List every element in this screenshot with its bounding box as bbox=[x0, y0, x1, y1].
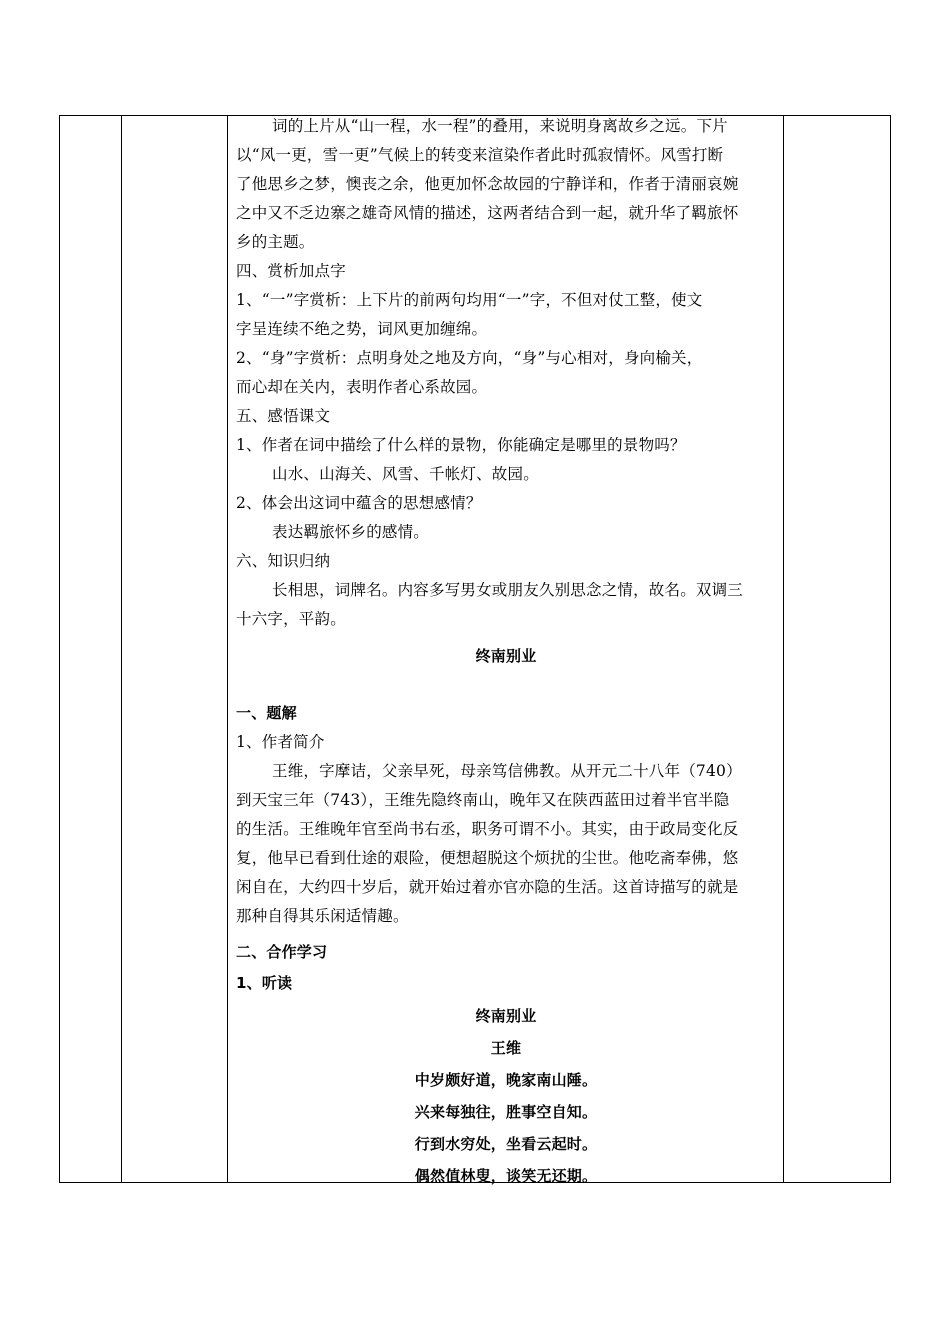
bio-paragraph-line: 闲自在，大约四十岁后，就开始过着亦官亦隐的生活。这首诗描写的就是 bbox=[236, 878, 739, 896]
poem-line: 行到水穷处，坐看云起时。 bbox=[414, 1135, 598, 1153]
intro-paragraph-line: 了他思乡之梦，懊丧之余，他更加怀念故园的宁静详和，作者于清丽哀婉 bbox=[236, 175, 739, 193]
bio-paragraph-line: 到天宝三年（743），王维先隐终南山，晚年又在陕西蓝田过着半官半隐 bbox=[236, 791, 730, 809]
bio-paragraph-line: 那种自得其乐闲适情趣。 bbox=[236, 907, 409, 925]
section-heading: 四、赏析加点字 bbox=[236, 262, 346, 280]
answer-text: 表达羁旅怀乡的感情。 bbox=[272, 523, 430, 541]
question-text: 1、作者在词中描绘了什么样的景物，你能确定是哪里的景物吗？ bbox=[236, 436, 686, 454]
answer-text: 山水、山海关、风雪、千帐灯、故园。 bbox=[272, 465, 539, 483]
analysis-item-line: 而心却在关内，表明作者心系故园。 bbox=[236, 378, 488, 396]
bio-paragraph-line: 复，他早已看到仕途的艰险，便想超脱这个烦扰的尘世。他吃斋奉佛，悠 bbox=[236, 849, 739, 867]
subsection-heading: 1、作者简介 bbox=[236, 733, 325, 751]
summary-paragraph-line: 长相思，词牌名。内容多写男女或朋友久别思念之情，故名。双调三 bbox=[272, 581, 744, 599]
subsection-heading: 1、听读 bbox=[236, 974, 293, 992]
analysis-item-line: 2、“身”字赏析：点明身处之地及方向，“身”与心相对，身向榆关， bbox=[236, 349, 703, 367]
analysis-item-line: 字呈连续不绝之势，词风更加缠绵。 bbox=[236, 320, 488, 338]
section-heading: 一、题解 bbox=[236, 704, 297, 722]
poem-title: 终南别业 bbox=[475, 1007, 537, 1025]
analysis-item-line: 1、“一”字赏析：上下片的前两句均用“一”字，不但对仗工整，使文 bbox=[236, 291, 703, 309]
section-heading: 二、合作学习 bbox=[236, 943, 328, 961]
poem-line: 兴来每独往，胜事空自知。 bbox=[414, 1103, 598, 1121]
question-text: 2、体会出这词中蕴含的思想感情？ bbox=[236, 494, 482, 512]
intro-paragraph-line: 词的上片从“山一程，水一程”的叠用，来说明身离故乡之远。下片 bbox=[272, 117, 728, 135]
table-column-divider bbox=[121, 116, 122, 1182]
table-column-divider bbox=[783, 116, 784, 1182]
bio-paragraph-line: 王维，字摩诘，父亲早死，母亲笃信佛教。从开元二十八年（740） bbox=[272, 762, 742, 780]
intro-paragraph-line: 之中又不乏边寨之雄奇风情的描述，这两者结合到一起，就升华了羁旅怀 bbox=[236, 204, 739, 222]
poem-section-heading: 终南别业 bbox=[475, 647, 537, 665]
section-heading: 五、感悟课文 bbox=[236, 407, 331, 425]
poem-author: 王维 bbox=[490, 1039, 522, 1057]
intro-paragraph-line: 以“风一更，雪一更”气候上的转变来渲染作者此时孤寂情怀。风雪打断 bbox=[236, 146, 724, 164]
section-heading: 六、知识归纳 bbox=[236, 552, 331, 570]
table-column-divider bbox=[227, 116, 228, 1182]
poem-line: 偶然值林叟，谈笑无还期。 bbox=[414, 1167, 598, 1185]
bio-paragraph-line: 的生活。王维晚年官至尚书右丞，职务可谓不小。其实，由于政局变化反 bbox=[236, 820, 739, 838]
summary-paragraph-line: 十六字，平韵。 bbox=[236, 610, 346, 628]
intro-paragraph-line: 乡的主题。 bbox=[236, 233, 315, 251]
poem-line: 中岁颇好道，晚家南山陲。 bbox=[414, 1071, 598, 1089]
